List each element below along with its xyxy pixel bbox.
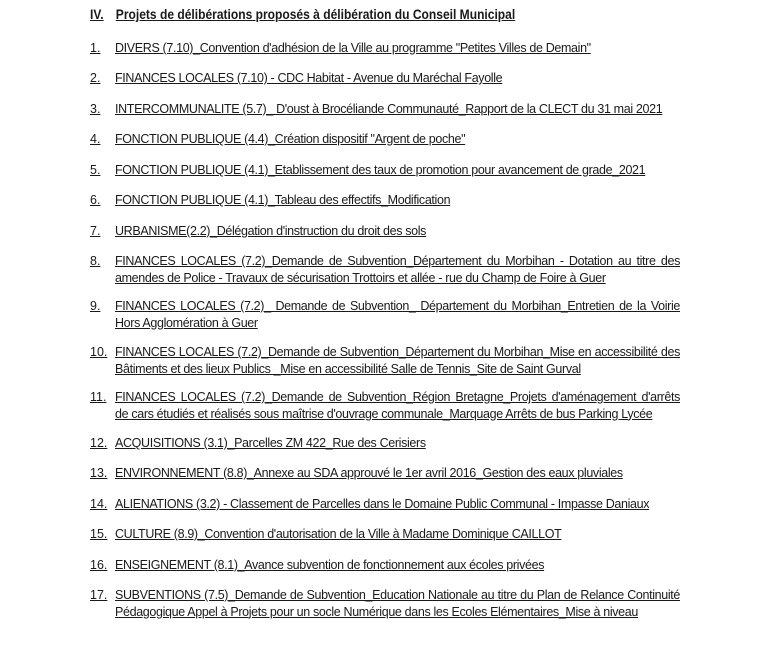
item-text: FONCTION PUBLIQUE (4.4)_Création dispositif "Argent de poche" bbox=[115, 132, 466, 146]
item-text: ALIENATIONS (3.2) - Classement de Parcelles dans le Domaine Public Communal - Impasse Daniaux bbox=[115, 497, 650, 511]
agenda-item bbox=[90, 496, 680, 513]
agenda-item bbox=[90, 435, 680, 452]
item-number: 16. bbox=[90, 558, 108, 572]
agenda-item bbox=[90, 131, 680, 148]
item-number: 11. bbox=[90, 390, 107, 404]
item-number: 7. bbox=[90, 224, 101, 238]
item-text: SUBVENTIONS (7.5)_Demande de Subvention_Education Nationale au titre du Plan de Relance Continuité Pédagogique Appel à Projets pour un socle Numérique dans les Ecoles Elémentaires_Mise à niveau bbox=[115, 588, 680, 619]
item-number: 1. bbox=[90, 41, 101, 55]
agenda-item bbox=[90, 587, 680, 620]
item-text: FINANCES LOCALES (7.2)_Demande de Subvention_Région Bretagne_Projets d'aménagement d'arrêts de cars étudiés et réalisés sous maîtrise d'ouvrage communale_Marquage Arrêts de bus Parking Lycée bbox=[115, 390, 680, 421]
agenda-item bbox=[90, 389, 680, 422]
item-number: 17. bbox=[90, 588, 108, 602]
item-number: 5. bbox=[90, 163, 101, 177]
item-text: CULTURE (8.9)_Convention d'autorisation de la Ville à Madame Dominique CAILLOT bbox=[115, 527, 562, 541]
agenda-item bbox=[90, 344, 680, 377]
section-number: IV. bbox=[90, 6, 104, 22]
item-text: FINANCES LOCALES (7.2)_Demande de Subvention_Département du Morbihan_Mise en accessibilité des Bâtiments et des lieux Publics _Mise en accessibilité Salle de Tennis_Site de Saint Gurval bbox=[115, 345, 680, 376]
agenda-item bbox=[90, 557, 680, 574]
item-number: 15. bbox=[90, 527, 108, 541]
item-number: 12. bbox=[90, 436, 108, 450]
item-text: ENSEIGNEMENT (8.1)_Avance subvention de fonctionnement aux écoles privées bbox=[115, 558, 545, 572]
item-number: 6. bbox=[90, 193, 101, 207]
item-text: ACQUISITIONS (3.1)_Parcelles ZM 422_Rue des Cerisiers bbox=[115, 436, 426, 450]
item-number: 3. bbox=[90, 102, 101, 116]
item-text: DIVERS (7.10)_Convention d'adhésion de la Ville au programme "Petites Villes de Demain" bbox=[115, 41, 591, 55]
item-text: ENVIRONNEMENT (8.8)_Annexe au SDA approuvé le 1er avril 2016_Gestion des eaux pluviales bbox=[115, 466, 623, 480]
item-text: FINANCES LOCALES (7.10) - CDC Habitat - Avenue du Maréchal Fayolle bbox=[115, 71, 503, 85]
item-text: INTERCOMMUNALITE (5.7)_ D'oust à Brocéliande Communauté_Rapport de la CLECT du 31 mai 2021 bbox=[115, 102, 663, 116]
item-number: 14. bbox=[90, 497, 108, 511]
agenda-item bbox=[90, 223, 680, 240]
item-number: 10. bbox=[90, 345, 108, 359]
item-text: FONCTION PUBLIQUE (4.1)_Tableau des effectifs_Modification bbox=[115, 193, 451, 207]
agenda-item bbox=[90, 101, 680, 118]
agenda-item bbox=[90, 192, 680, 209]
item-text: URBANISME(2.2)_Délégation d'instruction du droit des sols bbox=[115, 224, 427, 238]
agenda-item bbox=[90, 526, 680, 543]
agenda-item bbox=[90, 40, 680, 57]
item-text: FINANCES LOCALES (7.2)_ Demande de Subvention_ Département du Morbihan_Entretien de la Voirie Hors Agglomération à Guer bbox=[115, 299, 680, 330]
agenda-item bbox=[90, 253, 680, 286]
item-number: 13. bbox=[90, 466, 108, 480]
item-number: 8. bbox=[90, 254, 101, 268]
agenda-item bbox=[90, 298, 680, 331]
item-text: FONCTION PUBLIQUE (4.1)_Etablissement des taux de promotion pour avancement de grade_2021 bbox=[115, 163, 646, 177]
agenda-item bbox=[90, 465, 680, 482]
item-number: 2. bbox=[90, 71, 101, 85]
item-number: 4. bbox=[90, 132, 101, 146]
item-number: 9. bbox=[90, 299, 101, 313]
agenda-item bbox=[90, 162, 680, 179]
item-text: FINANCES LOCALES (7.2)_Demande de Subvention_Département du Morbihan - Dotation au titre des amendes de Police - Travaux de sécurisation Trottoirs et allée - rue du Champ de Foire à Guer bbox=[115, 254, 680, 285]
agenda-item bbox=[90, 70, 680, 87]
section-heading bbox=[90, 6, 515, 22]
section-title: Projets de délibérations proposés à délibération du Conseil Municipal bbox=[115, 6, 516, 22]
